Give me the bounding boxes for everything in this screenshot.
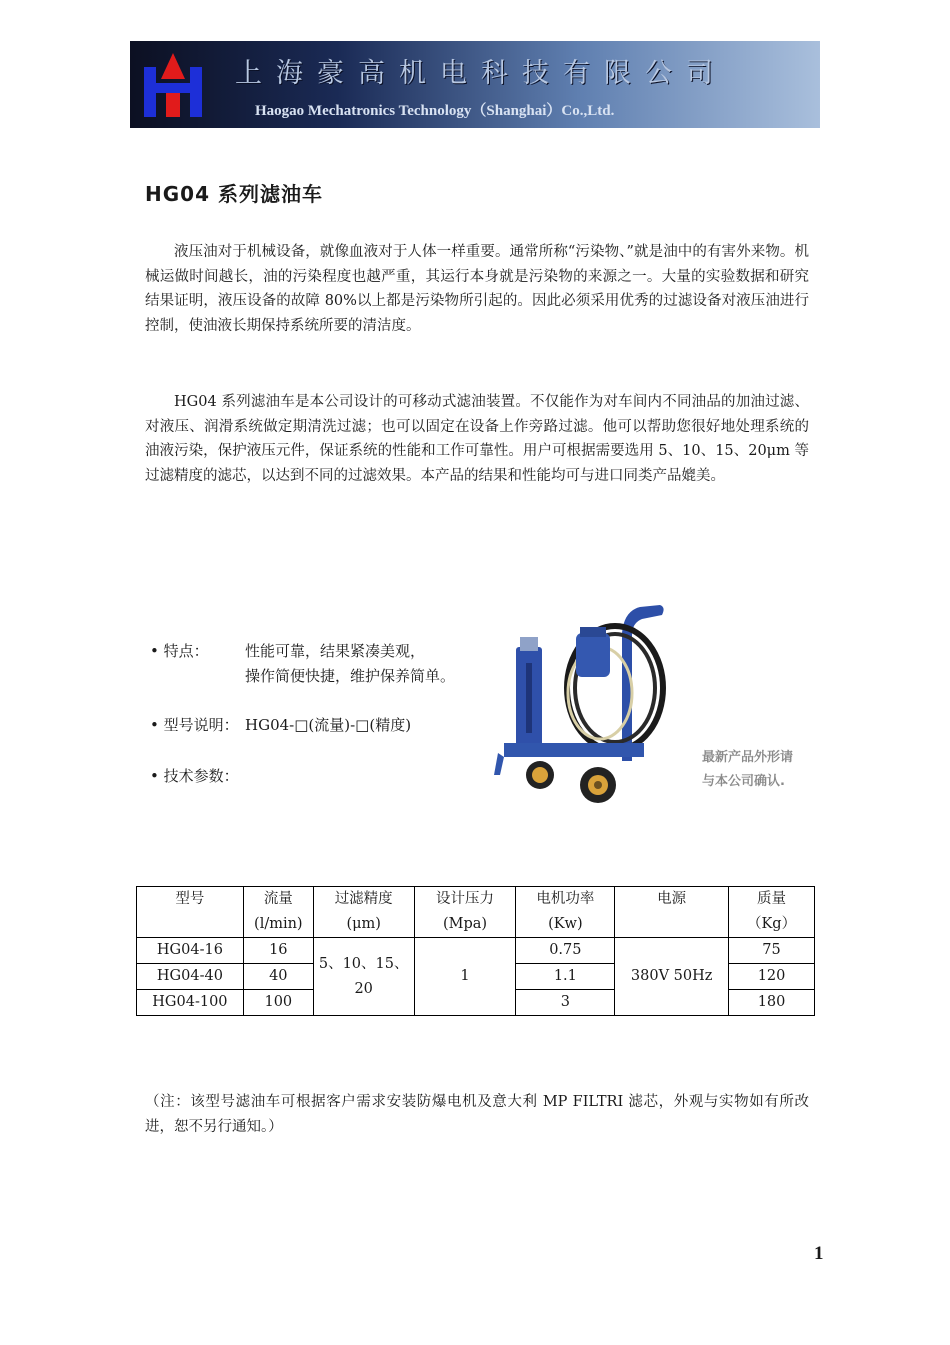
cell-precision: 5、10、15、 20 <box>313 938 414 1016</box>
image-caption-line: 最新产品外形请 <box>702 750 794 765</box>
column-header: 流量 (l/min) <box>243 887 313 938</box>
filter-cart-image <box>490 603 675 808</box>
product-paragraph: HG04 系列滤油车是本公司设计的可移动式滤油装置。不仅能作为对车间内不同油品的加油过滤、对液压、润滑系统做定期清洗过滤；也可以固定在设备上作旁路过滤。他可以帮助您很好地处理系统的油液污染，保护液压元件，保证系统的性能和工作可靠性。用户可根据需要选用 5、10、15、20μm 等过滤精度的滤芯，以达到不同的过滤效果。本产品的结果和性能均可与进口同类产品媲美。 <box>145 394 809 484</box>
tech-params-label: • 技术参数： <box>150 767 239 785</box>
page-number: 1 <box>814 1243 824 1264</box>
column-header: 电机功率 (Kw) <box>516 887 615 938</box>
cell-flow: 16 <box>243 938 313 964</box>
feature-line: 操作简便快捷，维护保养简单。 <box>245 667 456 685</box>
intro-paragraph: 液压油对于机械设备，就像血液对于人体一样重要。通常所称“污染物、”就是油中的有害外来物。机械运做时间越长，油的污染程度也越严重，其运行本身就是污染物的来源之一。大量的实验数据和研究结果证明，液压设备的故障 80%以上都是污染物所引起的。因此必须采用优秀的过滤设备对液压油进行控制，使油液长期保持系统所要的清洁度。 <box>145 244 809 334</box>
cell-model: HG04-100 <box>137 990 244 1016</box>
cell-power: 0.75 <box>516 938 615 964</box>
table-header-row <box>137 887 815 938</box>
page-title: HG04 系列滤油车 <box>145 182 323 206</box>
company-logo-icon <box>142 53 204 117</box>
image-caption <box>702 746 822 794</box>
column-header: 设计压力 (Mpa) <box>414 887 516 938</box>
table-row <box>137 938 815 964</box>
company-name-en: Haogao Mechatronics Technology（Shanghai）Co.,Ltd. <box>255 103 615 119</box>
cell-mass: 180 <box>729 990 815 1016</box>
cell-mass: 120 <box>729 964 815 990</box>
column-header: 过滤精度 (μm) <box>313 887 414 938</box>
spec-table <box>136 886 815 1016</box>
cell-model: HG04-16 <box>137 938 244 964</box>
footnote: （注：该型号滤油车可根据客户需求安装防爆电机及意大利 MP FILTRI 滤芯，外观与实物如有所改进，恕不另行通知。） <box>145 1094 809 1135</box>
cell-mass: 75 <box>729 938 815 964</box>
column-header: 电源 <box>615 887 729 938</box>
cell-supply: 380V 50Hz <box>615 938 729 1016</box>
model-format: HG04-□(流量)-□(精度) <box>245 716 412 734</box>
cell-power: 3 <box>516 990 615 1016</box>
cell-model: HG04-40 <box>137 964 244 990</box>
features-label: • 特点： <box>150 642 209 660</box>
column-header: 质量 （Kg） <box>729 887 815 938</box>
feature-line: 性能可靠，结果紧凑美观， <box>245 642 426 660</box>
model-label: • 型号说明： <box>150 716 239 734</box>
header-banner <box>130 41 820 128</box>
cell-flow: 100 <box>243 990 313 1016</box>
cell-pressure: 1 <box>414 938 516 1016</box>
cell-flow: 40 <box>243 964 313 990</box>
cell-power: 1.1 <box>516 964 615 990</box>
company-name-cn: 上海豪高机电科技有限公司 <box>235 58 727 89</box>
image-caption-line: 与本公司确认. <box>702 774 785 789</box>
column-header: 型号 <box>137 887 244 938</box>
